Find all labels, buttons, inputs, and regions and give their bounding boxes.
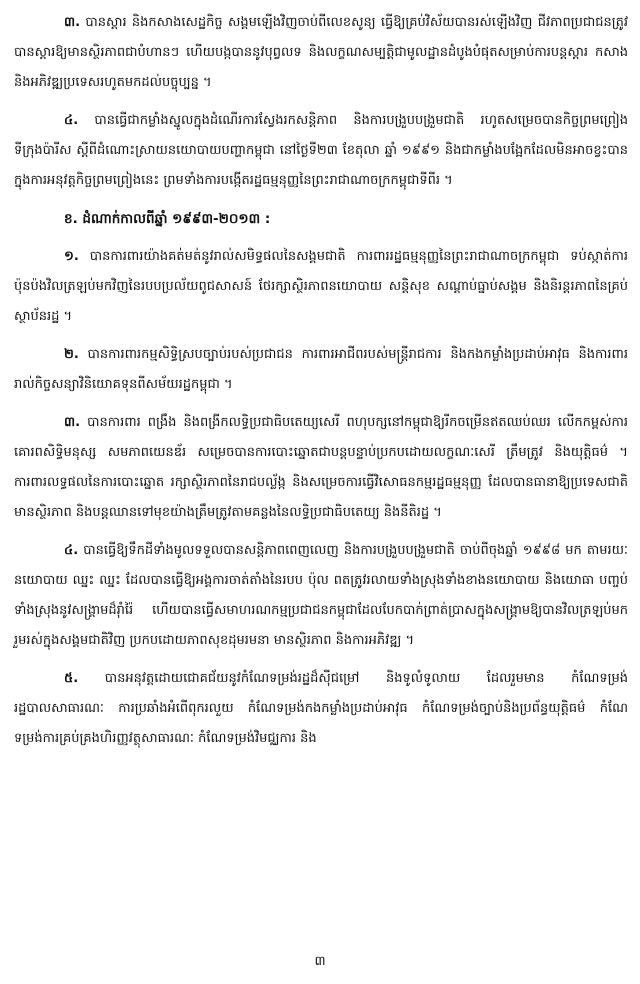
item-number: ៥. <box>64 671 79 686</box>
item-number: ២. <box>64 347 79 362</box>
paragraph-text: បានស្តារ និងកសាងសេដ្ឋកិច្ច សង្គមឡើងវិញចាប់ពីលេខសូន្យ ធ្វើឱ្យគ្រប់វិស័យបានរស់ឡើងវិញ ជីវភាពប្រជាជនត្រូវបានស្តារឱ្យមានស្ថិរភាពជាបំហានៗ ហើយបង្កបាននូវបុព្វលទ និងលក្ខណសម្បត្តិជាមូលដ្ឋានដំបូងបំផុតសម្រាប់ការបន្តស្តារ កសាង និងអភិវឌ្ឍប្រទេសរហូតមកដល់បច្ចុប្បន្ន ។ <box>14 15 628 90</box>
paragraph-top-2 <box>14 106 628 196</box>
paragraph-bottom-1 <box>14 242 628 332</box>
item-number: ៣. <box>64 15 81 30</box>
section-heading: ខ. ដំណាក់កាលពីឆ្នាំ ១៩៩៣-២០១៣ : <box>64 211 271 227</box>
paragraph-bottom-5 <box>14 664 628 754</box>
paragraph-bottom-4 <box>14 536 628 656</box>
paragraph-bottom-2 <box>14 340 628 400</box>
item-number: ១. <box>64 249 79 264</box>
item-number: ៤. <box>64 113 79 128</box>
paragraph-text: បានអនុវត្តដោយជោគជ័យនូវកំណែទម្រង់រដ្ឋដ៏ស៊ីជម្រៅ និងទូលំទូលាយ ដែលរួមមាន កំណែទម្រង់រដ្ឋបាលសាធារណៈ ការប្រឆាំងអំពើពុករលួយ កំណែទម្រង់កងកម្លាំងប្រដាប់អាវុធ កំណែទម្រង់ច្បាប់និងប្រព័ន្ធយុត្តិធម៌ កំណែទម្រង់ការគ្រប់គ្រងហិរញ្ញវត្ថុសាធារណៈ កំណែទម្រង់វិមជ្ឈការ និង <box>14 671 628 746</box>
paragraph-text: បានការពារ ពង្រឹង និងពង្រីកលទ្ធិប្រជាធិបតេយ្យសេរី ពហុបក្សនៅកម្ពុជាឱ្យរីកចម្រើនឥតឈប់ឈរ លើកកម្ពស់ការគោរពសិទ្ធិមនុស្ស សមភាពយេនឌ័រ សម្រេចបានការបោះឆ្នោតជាបន្តបន្ទាប់ប្រកបដោយលក្ខណៈសេរី ត្រឹមត្រូវ និងយុត្តិធម៌ ។ ការពារលទ្ធផលនៃការបោះឆ្នោត រក្សាស្ថិរភាពនៃរាជបល្ល័ង្ក និងសម្រេចការធ្វើវិសោធនកម្មរដ្ឋធម្មនុញ្ញ ដែលបានធានាឱ្យប្រទេសជាតិមានស្ថិរភាព និងបន្តឈានទៅមុខយ៉ាងត្រឹមត្រូវតាមគន្លងនៃលទ្ធិប្រជាធិបតេយ្យ និងនីតិរដ្ឋ ។ <box>14 415 628 520</box>
paragraph-top-1 <box>14 8 628 98</box>
paragraph-text: បានធ្វើឱ្យទឹកដីទាំងមូលទទួលបានសន្តិភាពពេញលេញ និងការបង្រួបបង្រួមជាតិ ចាប់ពីចុងឆ្នាំ ១៩៩៨ មក តាមរយៈនយោបាយ ឈ្នះ ឈ្នះ ដែលបានធ្វើឱ្យអង្គការចាត់តាំងនៃរបប ប៉ុល ពតត្រូវរលាយទាំងស្រុងទាំងខាងនយោបាយ និងយោធា បញ្ចប់ទាំងស្រុងនូវសង្គ្រាមដ៏រ៉ាំរ៉ៃ ហើយបានធ្វើសមាហរណកម្មប្រជាជនកម្ពុជាដែលបែកបាក់ព្រាត់ប្រាសក្នុងសង្គ្រាមឱ្យបានវិលត្រឡប់មករួមរស់ក្នុងសង្គមជាតិវិញ ប្រកបដោយភាពសុខដុមរមនា មានស្ថិរភាព និងការអភិវឌ្ឍ ។ <box>14 543 628 648</box>
item-number: ៣. <box>64 415 81 430</box>
paragraph-bottom-3 <box>14 408 628 528</box>
paragraph-text: បានធ្វើជាកម្លាំងស្នូលក្នុងដំណើរការស្វែងរកសន្តិភាព និងការបង្រួបបង្រួមជាតិ រហូតសម្រេចបានកិច្ចព្រមព្រៀងទីក្រុងប៉ារីស ស្តីពីដំណោះស្រាយនយោបាយបញ្ហាកម្ពុជា នៅថ្ងៃទី២៣ ខែតុលា ឆ្នាំ ១៩៩១ និងជាកម្លាំងបង្អែកដែលមិនអាចខ្វះបានក្នុងការអនុវត្តកិច្ចព្រមព្រៀងនេះ ព្រមទាំងការបង្កើតរដ្ឋធម្មនុញ្ញនៃព្រះរាជាណាចក្រកម្ពុជាទីពីរ ។ <box>14 113 628 188</box>
page-number: ៣ <box>314 954 326 969</box>
item-number: ៤. <box>64 543 79 558</box>
paragraph-text: បានការពារកម្មសិទ្ធិស្របច្បាប់របស់ប្រជាជន ការពារអាជីពរបស់មន្ត្រីរាជការ និងកងកម្លាំងប្រដាប់អាវុធ និងការពាររាល់កិច្ចសន្យាវិនិយោគទុនពីសម័យរដ្ឋកម្ពុជា ។ <box>14 347 628 392</box>
paragraph-text: បានការពារយ៉ាងគត់មត់នូវរាល់សមិទ្ធផលនៃសង្គមជាតិ ការពាររដ្ឋធម្មនុញ្ញនៃព្រះរាជាណាចក្រកម្ពុជា ទប់ស្កាត់ការប៉ុនប៉ងវិលត្រឡប់មកវិញនៃរបបប្រល័យពូជសាសន៍ ថែរក្សាស្ថិរភាពនយោបាយ សន្តិសុខ សណ្តាប់ធ្នាប់សង្គម និងនិរន្តរភាពនៃគ្រប់ស្ថាប័នរដ្ឋ ។ <box>14 249 628 324</box>
